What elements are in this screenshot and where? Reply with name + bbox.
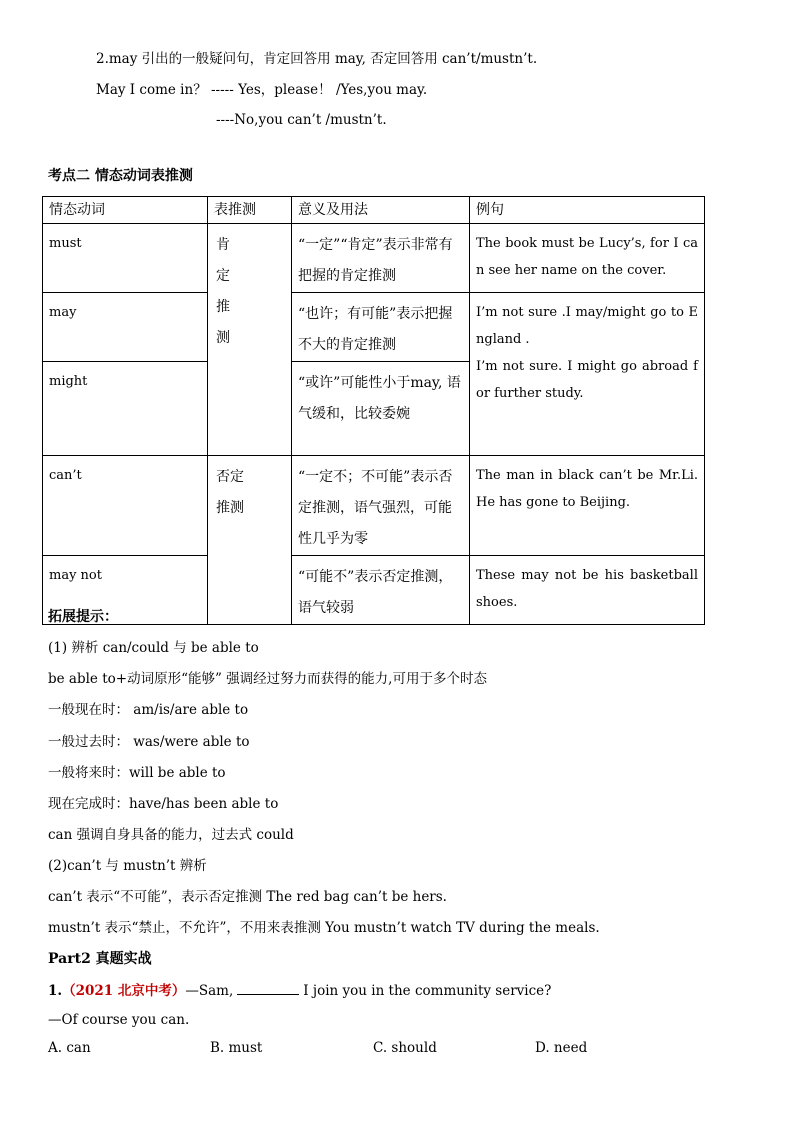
tips-line-6: 现在完成时：have/has been able to <box>48 796 279 812</box>
verb-cant: can’t <box>43 456 208 556</box>
table-row-cant <box>43 456 705 556</box>
question-1-response: —Of course you can. <box>48 1012 190 1028</box>
example-must: The book must be Lucy’s, for I can see her name on the cover. <box>470 224 705 293</box>
example-may-not: These may not be his basketball shoes. <box>470 556 705 625</box>
header-example: 例句 <box>470 197 705 224</box>
question-text-start: —Sam, <box>185 983 234 999</box>
tips-line-2: be able to+动词原形“能够” 强调经过努力而获得的能力,可用于多个时态 <box>48 671 487 687</box>
table-row-may <box>43 293 705 362</box>
example-question: May I come in？ ----- Yes，please！ /Yes,you may. <box>96 82 428 98</box>
tips-line-5: 一般将来时：will be able to <box>48 765 226 781</box>
tips-line-3: 一般现在时： am/is/are able to <box>48 702 249 718</box>
negative-label-line: 否定 <box>216 469 244 485</box>
negative-label-line: 推测 <box>216 500 244 516</box>
option-a[interactable]: A. can <box>48 1040 91 1056</box>
part2-title: Part2 真题实战 <box>48 951 152 967</box>
positive-inference-label <box>208 224 292 456</box>
verb-might: might <box>43 362 208 456</box>
verb-may-not: may not <box>43 556 208 625</box>
positive-label-char: 推 <box>216 299 230 315</box>
table-row-must <box>43 224 705 293</box>
tips-line-9: can’t 表示“不可能”，表示否定推测 The red bag can’t be hers. <box>48 889 447 905</box>
example-negative-answer: ----No,you can’t /mustn’t. <box>216 112 387 128</box>
negative-inference-label <box>208 456 292 625</box>
tips-line-1: (1) 辨析 can/could 与 be able to <box>48 640 259 656</box>
question-source: （2021 北京中考） <box>62 983 186 999</box>
question-1 <box>48 981 551 1000</box>
meaning-may-not: “可能不”表示否定推测，语气较弱 <box>292 556 470 625</box>
meaning-cant: “一定不；不可能”表示否定推测，语气强烈，可能性几乎为零 <box>292 456 470 556</box>
header-meaning: 意义及用法 <box>292 197 470 224</box>
rule-2-text: 2.may 引出的一般疑问句，肯定回答用 may, 否定回答用 can’t/mustn’t. <box>96 51 538 67</box>
header-inference: 表推测 <box>208 197 292 224</box>
header-modal-verb: 情态动词 <box>43 197 208 224</box>
meaning-may: “也许；有可能”表示把握不大的肯定推测 <box>292 293 470 362</box>
table-header-row <box>43 197 705 224</box>
meaning-might: “或许”可能性小于may, 语气缓和，比较委婉 <box>292 362 470 456</box>
question-text-end: I join you in the community service? <box>303 983 552 999</box>
tips-title: 拓展提示： <box>48 609 118 625</box>
example-may-might <box>470 293 705 456</box>
answer-blank[interactable] <box>237 981 299 995</box>
modal-inference-table <box>42 196 705 625</box>
section-2-title: 考点二 情态动词表推测 <box>48 168 193 184</box>
table-row-may-not <box>43 556 705 625</box>
tips-line-4: 一般过去时： was/were able to <box>48 734 250 750</box>
example-cant: The man in black can’t be Mr.Li. He has gone to Beijing. <box>470 456 705 556</box>
example-might: I’m not sure. I might go abroad for further study. <box>476 359 698 401</box>
positive-label-char: 测 <box>216 330 230 346</box>
positive-label-char: 定 <box>216 268 230 284</box>
option-b[interactable]: B. must <box>210 1040 263 1056</box>
example-may: I’m not sure .I may/might go to England . <box>476 305 698 347</box>
verb-must: must <box>43 224 208 293</box>
verb-may: may <box>43 293 208 362</box>
tips-line-10: mustn’t 表示“禁止，不允许”，不用来表推测 You mustn’t watch TV during the meals. <box>48 920 600 936</box>
option-d[interactable]: D. need <box>535 1040 588 1056</box>
tips-line-7: can 强调自身具备的能力，过去式 could <box>48 827 294 843</box>
meaning-must: “一定”“肯定”表示非常有把握的肯定推测 <box>292 224 470 293</box>
tips-line-8: (2)can’t 与 mustn’t 辨析 <box>48 858 207 874</box>
positive-label-char: 肯 <box>216 237 230 253</box>
question-number: 1. <box>48 983 63 999</box>
option-c[interactable]: C. should <box>373 1040 437 1056</box>
